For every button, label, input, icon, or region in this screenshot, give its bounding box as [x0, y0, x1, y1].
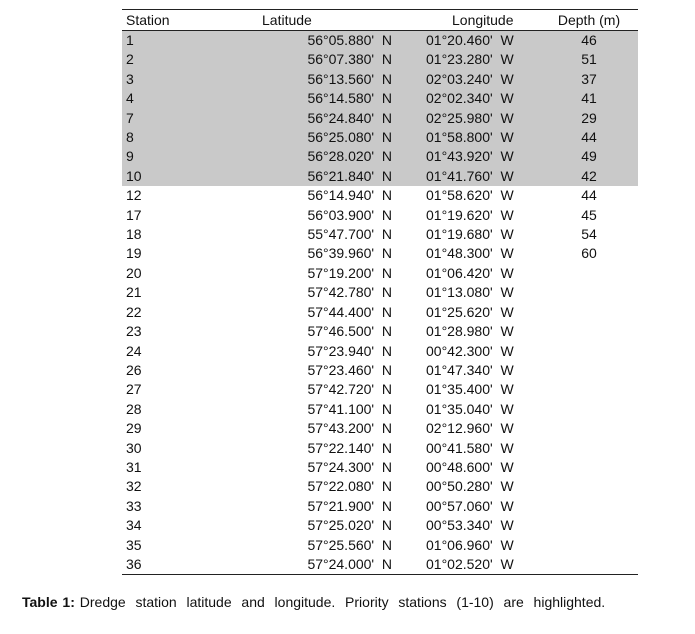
depth-cell: 46	[540, 31, 638, 51]
depth-cell: 45	[581, 206, 597, 223]
depth-cell	[540, 322, 638, 341]
depth-cell: 42	[540, 167, 638, 186]
station-cell: 2	[122, 50, 242, 69]
station-cell: 19	[126, 245, 142, 262]
depth-cell	[540, 342, 638, 361]
station-cell: 21	[126, 284, 142, 301]
table-row	[122, 497, 638, 516]
latitude-cell: 57°43.200' N	[307, 420, 392, 437]
longitude-cell: 00°41.580' W	[426, 439, 514, 456]
table-caption	[22, 594, 605, 610]
latitude-cell: 57°25.020' N	[307, 517, 392, 534]
station-cell: 28	[126, 400, 142, 417]
table-row	[122, 89, 638, 108]
station-cell: 7	[122, 109, 242, 128]
longitude-cell: 00°42.300' W	[426, 342, 514, 359]
station-table-container	[122, 9, 638, 575]
longitude-cell: 01°23.280' W	[392, 50, 540, 69]
latitude-cell: 56°39.960' N	[307, 245, 392, 262]
depth-cell	[540, 477, 638, 496]
table-row	[122, 342, 638, 361]
longitude-cell: 02°12.960' W	[426, 420, 514, 437]
table-body	[122, 31, 638, 575]
latitude-cell: 56°21.840' N	[242, 167, 392, 186]
longitude-cell: 01°06.960' W	[426, 536, 514, 553]
station-cell: 23	[126, 323, 142, 340]
table-row	[122, 516, 638, 535]
station-cell: 8	[122, 128, 242, 147]
header-depth: Depth (m)	[557, 12, 621, 28]
latitude-cell: 57°24.000' N	[307, 555, 392, 572]
longitude-cell: 00°48.600' W	[426, 458, 514, 475]
longitude-cell: 01°25.620' W	[426, 303, 514, 320]
table-row	[122, 458, 638, 477]
latitude-cell: 55°47.700' N	[307, 226, 392, 243]
latitude-cell: 57°22.140' N	[307, 439, 392, 456]
latitude-cell: 56°07.380' N	[242, 50, 392, 69]
header-station: Station	[126, 12, 170, 28]
depth-cell	[540, 458, 638, 477]
depth-cell: 54	[581, 226, 597, 243]
longitude-cell: 00°57.060' W	[426, 497, 514, 514]
depth-cell	[540, 536, 638, 555]
depth-cell	[540, 439, 638, 458]
depth-cell: 37	[540, 70, 638, 89]
table-row	[122, 50, 638, 69]
table-row	[122, 439, 638, 458]
latitude-cell: 57°21.900' N	[307, 497, 392, 514]
station-cell: 36	[126, 555, 142, 572]
depth-cell	[540, 516, 638, 535]
latitude-cell: 57°46.500' N	[307, 323, 392, 340]
longitude-cell: 00°50.280' W	[426, 478, 514, 495]
station-cell: 22	[126, 303, 142, 320]
depth-cell: 41	[540, 89, 638, 108]
latitude-cell: 56°25.080' N	[242, 128, 392, 147]
depth-cell	[540, 419, 638, 438]
latitude-cell: 56°13.560' N	[242, 70, 392, 89]
station-cell: 35	[126, 536, 142, 553]
latitude-cell: 57°42.720' N	[307, 381, 392, 398]
latitude-cell: 57°25.560' N	[307, 536, 392, 553]
latitude-cell: 57°23.460' N	[307, 361, 392, 378]
latitude-cell: 57°44.400' N	[307, 303, 392, 320]
depth-cell	[540, 283, 638, 302]
table-row	[122, 147, 638, 166]
table-row	[122, 419, 638, 438]
latitude-cell: 56°14.940' N	[307, 187, 392, 204]
station-cell: 17	[126, 206, 142, 223]
depth-cell: 49	[540, 147, 638, 166]
longitude-cell: 02°03.240' W	[392, 70, 540, 89]
latitude-cell: 56°05.880' N	[242, 31, 392, 51]
depth-cell	[540, 497, 638, 516]
station-cell: 20	[126, 264, 142, 281]
table-row	[122, 303, 638, 322]
latitude-cell: 56°14.580' N	[242, 89, 392, 108]
depth-cell	[540, 380, 638, 399]
longitude-cell: 01°58.620' W	[426, 187, 514, 204]
table-row	[122, 206, 638, 225]
table-row	[122, 322, 638, 341]
longitude-cell: 02°25.980' W	[392, 109, 540, 128]
table-row	[122, 283, 638, 302]
station-cell: 9	[122, 147, 242, 166]
longitude-cell: 01°06.420' W	[426, 264, 514, 281]
depth-cell	[540, 361, 638, 380]
station-cell: 31	[126, 458, 142, 475]
longitude-cell: 01°48.300' W	[426, 245, 514, 262]
latitude-cell: 57°23.940' N	[307, 342, 392, 359]
dredge-station-table	[122, 9, 638, 575]
header-latitude: Latitude	[262, 12, 312, 28]
table-row	[122, 361, 638, 380]
station-cell: 34	[126, 517, 142, 534]
longitude-cell: 01°35.040' W	[426, 400, 514, 417]
station-cell: 33	[126, 497, 142, 514]
station-cell: 1	[122, 31, 242, 51]
latitude-cell: 57°41.100' N	[307, 400, 392, 417]
longitude-cell: 01°47.340' W	[426, 361, 514, 378]
station-cell: 32	[126, 478, 142, 495]
depth-cell: 51	[540, 50, 638, 69]
station-cell: 3	[122, 70, 242, 89]
table-row	[122, 128, 638, 147]
station-cell: 12	[126, 187, 142, 204]
station-cell: 18	[126, 226, 142, 243]
table-header	[122, 10, 638, 31]
station-cell: 27	[126, 381, 142, 398]
longitude-cell: 00°53.340' W	[426, 517, 514, 534]
table-row	[122, 536, 638, 555]
latitude-cell: 56°28.020' N	[242, 147, 392, 166]
station-cell: 26	[126, 361, 142, 378]
depth-cell	[540, 264, 638, 283]
latitude-cell: 57°22.080' N	[307, 478, 392, 495]
latitude-cell: 56°03.900' N	[307, 206, 392, 223]
table-row	[122, 31, 638, 51]
station-cell: 24	[126, 342, 142, 359]
station-cell: 30	[126, 439, 142, 456]
station-cell: 4	[122, 89, 242, 108]
longitude-cell: 01°19.620' W	[426, 206, 514, 223]
longitude-cell: 01°43.920' W	[392, 147, 540, 166]
station-cell: 10	[122, 167, 242, 186]
table-row	[122, 186, 638, 205]
depth-cell: 44	[581, 187, 597, 204]
depth-cell: 60	[581, 245, 597, 262]
depth-cell: 44	[540, 128, 638, 147]
table-row	[122, 380, 638, 399]
header-row	[122, 10, 638, 31]
table-row	[122, 225, 638, 244]
caption-label: Table 1:	[22, 594, 75, 610]
table-row	[122, 70, 638, 89]
caption-text: Dredge station latitude and longitude. Priority stations (1-10) are highlighted.	[74, 594, 606, 610]
depth-cell	[540, 400, 638, 419]
latitude-cell: 56°24.840' N	[242, 109, 392, 128]
longitude-cell: 02°02.340' W	[392, 89, 540, 108]
table-row	[122, 400, 638, 419]
latitude-cell: 57°19.200' N	[307, 264, 392, 281]
latitude-cell: 57°24.300' N	[307, 458, 392, 475]
depth-cell	[540, 555, 638, 575]
table-row	[122, 555, 638, 575]
header-longitude: Longitude	[452, 12, 514, 28]
station-cell: 29	[126, 420, 142, 437]
longitude-cell: 01°58.800' W	[392, 128, 540, 147]
depth-cell: 29	[540, 109, 638, 128]
table-row	[122, 167, 638, 186]
longitude-cell: 01°02.520' W	[426, 555, 514, 572]
table-row	[122, 477, 638, 496]
longitude-cell: 01°41.760' W	[392, 167, 540, 186]
latitude-cell: 57°42.780' N	[307, 284, 392, 301]
longitude-cell: 01°13.080' W	[426, 284, 514, 301]
table-row	[122, 109, 638, 128]
table-row	[122, 244, 638, 263]
longitude-cell: 01°28.980' W	[426, 323, 514, 340]
longitude-cell: 01°20.460' W	[392, 31, 540, 51]
longitude-cell: 01°35.400' W	[426, 381, 514, 398]
longitude-cell: 01°19.680' W	[426, 226, 514, 243]
table-row	[122, 264, 638, 283]
depth-cell	[540, 303, 638, 322]
